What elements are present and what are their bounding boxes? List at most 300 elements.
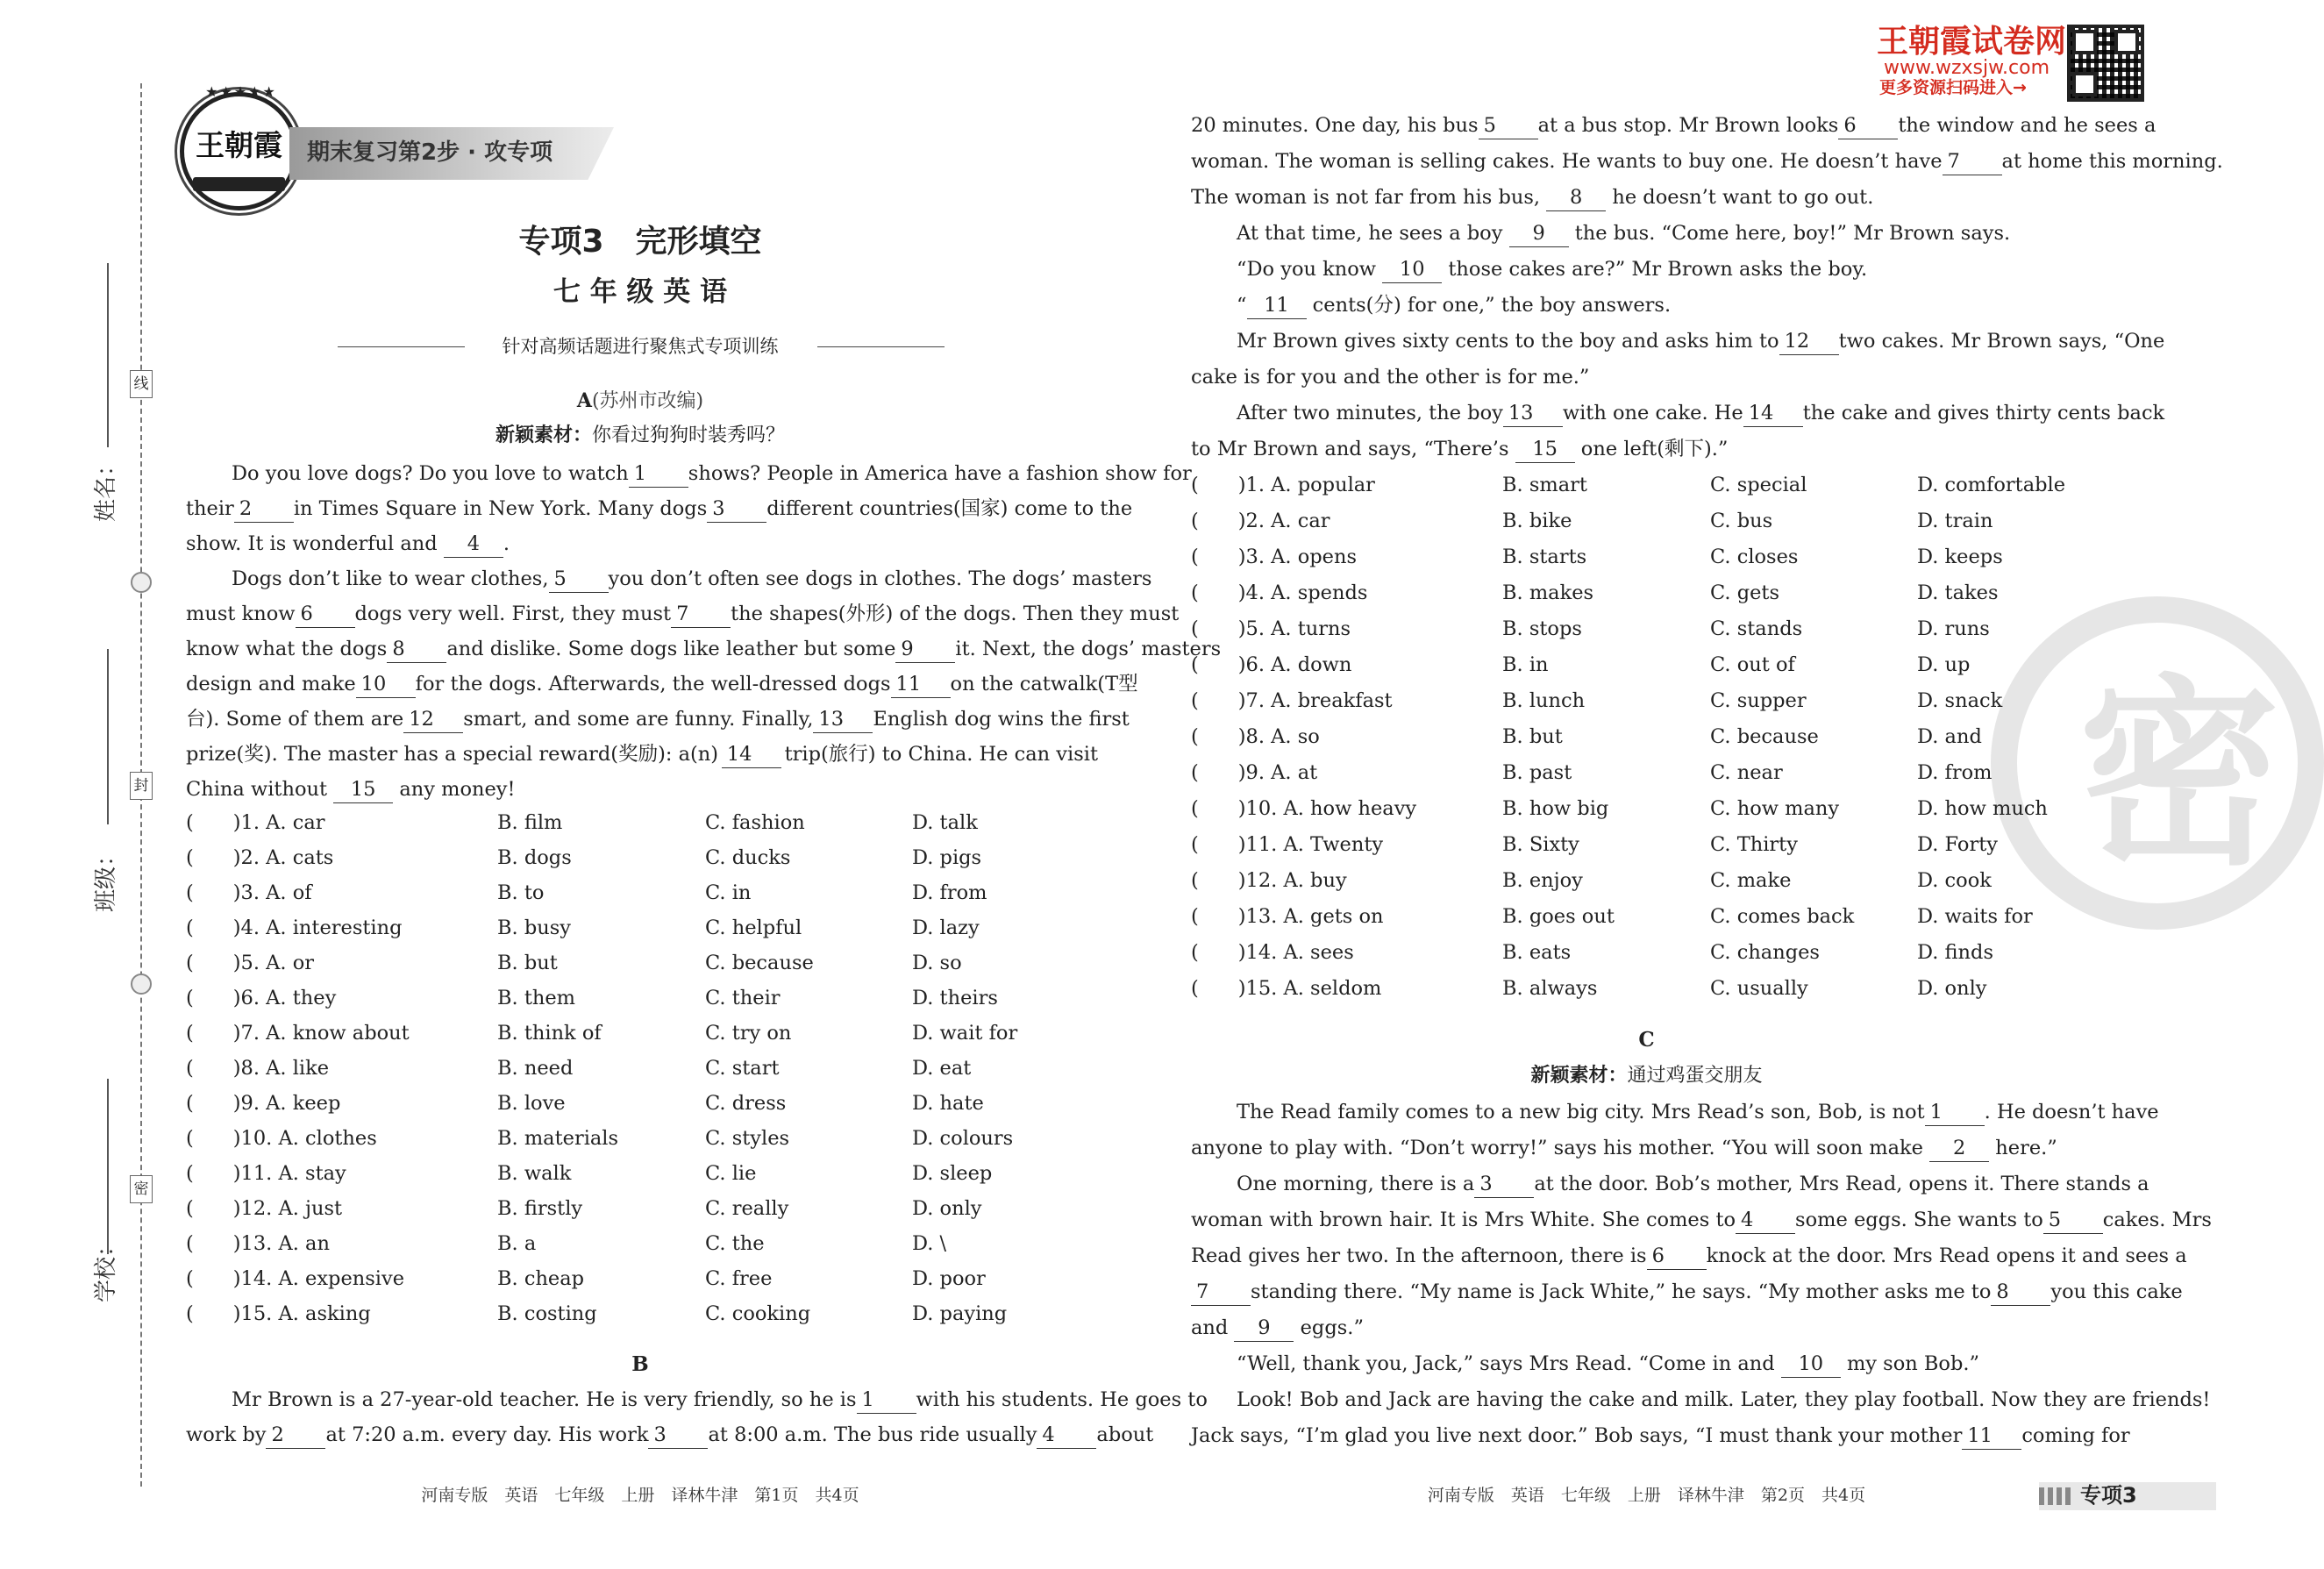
answer-bracket-option-a[interactable]: ( )15. A. seldom bbox=[1191, 977, 1382, 1000]
option-b[interactable]: B. but bbox=[497, 952, 558, 974]
option-b[interactable]: B. think of bbox=[497, 1022, 602, 1045]
option-b[interactable]: B. to bbox=[497, 881, 545, 904]
question-row bbox=[1191, 827, 2103, 862]
option-d[interactable]: D. cook bbox=[1917, 869, 1992, 892]
option-d[interactable]: D. paying bbox=[912, 1302, 1008, 1325]
passage-line bbox=[186, 737, 1098, 772]
option-c[interactable]: C. make bbox=[1710, 869, 1792, 892]
option-b[interactable]: B. enjoy bbox=[1502, 869, 1583, 892]
passage-text: cakes. Mrs bbox=[2102, 1209, 2212, 1231]
answer-blank[interactable]: 11 bbox=[1247, 292, 1307, 319]
answer-bracket-option-a[interactable]: ( )6. A. down bbox=[1191, 653, 1352, 676]
answer-bracket-option-a[interactable]: ( )1. A. popular bbox=[1191, 474, 1375, 496]
option-c[interactable]: C. really bbox=[705, 1197, 789, 1220]
option-c[interactable]: C. usually bbox=[1710, 977, 1808, 1000]
option-b[interactable]: B. busy bbox=[497, 916, 571, 939]
option-c[interactable]: C. bus bbox=[1710, 510, 1773, 532]
option-c[interactable]: C. Thirty bbox=[1710, 833, 1798, 856]
option-b[interactable]: B. lunch bbox=[1502, 689, 1586, 712]
option-d[interactable]: D. Forty bbox=[1917, 833, 1998, 856]
passage-text: “ bbox=[1237, 294, 1247, 317]
option-c[interactable]: C. how many bbox=[1710, 797, 1840, 820]
passage-text: you don’t often see dogs in clothes. The dogs’ masters bbox=[608, 567, 1152, 590]
answer-bracket-option-a[interactable]: ( )11. A. stay bbox=[186, 1162, 346, 1185]
answer-blank[interactable]: 1 bbox=[857, 1387, 916, 1414]
banner-text: 期末复习第2步 · 攻专项 bbox=[307, 139, 553, 166]
question-row bbox=[186, 840, 1098, 875]
passage-text: about bbox=[1096, 1423, 1154, 1446]
passage-text: the shapes(外形) of the dogs. Then they must bbox=[731, 603, 1180, 625]
answer-blank[interactable]: 11 bbox=[891, 671, 951, 698]
answer-blank[interactable]: 9 bbox=[1509, 220, 1569, 247]
passage-line bbox=[186, 702, 1130, 737]
answer-blank[interactable]: 8 bbox=[1991, 1279, 2050, 1306]
answer-blank[interactable]: 5 bbox=[1479, 112, 1538, 139]
passage-line bbox=[1191, 1310, 1364, 1345]
question-row bbox=[186, 945, 1098, 981]
answer-blank[interactable]: 13 bbox=[1503, 400, 1563, 427]
passage-text: woman. The woman is selling cakes. He wants to buy one. He doesn’t have bbox=[1191, 150, 1943, 173]
passage-text: After two minutes, the boy bbox=[1237, 402, 1503, 424]
answer-blank[interactable]: 9 bbox=[895, 636, 955, 663]
option-b[interactable]: B. need bbox=[497, 1057, 574, 1080]
answer-bracket-option-a[interactable]: ( )3. A. opens bbox=[1191, 546, 1358, 568]
option-c[interactable]: C. in bbox=[705, 881, 752, 904]
seal-mark-line: 线 bbox=[130, 370, 153, 398]
passage-text: with his students. He goes to bbox=[916, 1388, 1208, 1411]
passage-a-heading bbox=[184, 384, 1096, 418]
option-c[interactable]: C. because bbox=[1710, 725, 1819, 748]
passage-text: coming for bbox=[2021, 1424, 2130, 1447]
passage-text: my son Bob.” bbox=[1840, 1352, 1980, 1375]
seal-mark-secret: 密 bbox=[130, 1175, 153, 1203]
option-d[interactable]: D. lazy bbox=[912, 916, 980, 939]
passage-a-letter: A bbox=[576, 389, 592, 412]
passage-line bbox=[186, 1417, 1154, 1452]
option-c[interactable]: C. comes back bbox=[1710, 905, 1855, 928]
passage-line bbox=[1191, 108, 2156, 143]
passage-line bbox=[1191, 431, 1728, 467]
answer-blank[interactable]: 7 bbox=[1943, 148, 2002, 175]
footer-tab: 专项3 bbox=[2080, 1483, 2137, 1508]
answer-bracket-option-a[interactable]: ( )8. A. like bbox=[186, 1057, 330, 1080]
option-d[interactable]: D. only bbox=[1917, 977, 1987, 1000]
passage-text: cake is for you and the other is for me.” bbox=[1191, 366, 1590, 389]
question-row bbox=[1191, 683, 2103, 718]
answer-blank[interactable]: 3 bbox=[648, 1422, 708, 1449]
answer-blank[interactable]: 1 bbox=[629, 460, 688, 488]
answer-bracket-option-a[interactable]: ( )13. A. an bbox=[186, 1232, 330, 1255]
question-row bbox=[1191, 755, 2103, 790]
passage-line bbox=[232, 1382, 1208, 1417]
answer-blank[interactable]: 15 bbox=[333, 776, 393, 803]
material-text: 通过鸡蛋交朋友 bbox=[1627, 1065, 1763, 1087]
answer-bracket-option-a[interactable]: ( )10. A. how heavy bbox=[1191, 797, 1417, 820]
answer-blank[interactable]: 11 bbox=[1962, 1423, 2021, 1450]
school-label: 学校： bbox=[93, 1233, 119, 1302]
passage-line bbox=[1191, 1202, 2212, 1237]
passage-text: at 7:20 a.m. every day. His work bbox=[325, 1423, 649, 1446]
answer-bracket-option-a[interactable]: ( )2. A. car bbox=[1191, 510, 1330, 532]
answer-bracket-option-a[interactable]: ( )3. A. of bbox=[186, 881, 312, 904]
option-d[interactable]: D. theirs bbox=[912, 987, 998, 1009]
passage-text: know what the dogs bbox=[186, 638, 388, 660]
option-d[interactable]: D. talk bbox=[912, 811, 978, 834]
passage-text: at home this morning. bbox=[2001, 150, 2223, 173]
footer-left: 河南专版 英语 七年级 上册 译林牛津 第1页 共4页 bbox=[421, 1486, 859, 1505]
passage-text: English dog wins the first bbox=[873, 708, 1130, 731]
option-c[interactable]: C. start bbox=[705, 1057, 780, 1080]
question-row bbox=[1191, 467, 2103, 503]
option-c[interactable]: C. free bbox=[705, 1267, 773, 1290]
option-c[interactable]: C. closes bbox=[1710, 546, 1799, 568]
passage-text: their bbox=[186, 497, 234, 520]
answer-blank[interactable]: 2 bbox=[234, 496, 294, 523]
option-d[interactable]: D. train bbox=[1917, 510, 1993, 532]
option-c[interactable]: C. because bbox=[705, 952, 814, 974]
site-url: www.wzxsjw.com bbox=[1884, 57, 2050, 79]
passage-text: and dislike. Some dogs like leather but some bbox=[446, 638, 896, 660]
answer-bracket-option-a[interactable]: ( )6. A. they bbox=[186, 987, 337, 1009]
passage-line bbox=[186, 526, 510, 561]
answer-blank[interactable]: 5 bbox=[549, 566, 609, 593]
option-c[interactable]: C. the bbox=[705, 1232, 765, 1255]
passage-text: eggs.” bbox=[1294, 1316, 1364, 1339]
question-row bbox=[186, 1226, 1098, 1261]
answer-bracket-option-a[interactable]: ( )1. A. car bbox=[186, 811, 325, 834]
passage-text: for the dogs. Afterwards, the well-dressed dogs bbox=[415, 673, 891, 695]
option-c[interactable]: C. changes bbox=[1710, 941, 1820, 964]
passage-text: Mr Brown gives sixty cents to the boy and asks him to bbox=[1237, 330, 1779, 353]
passage-text: Jack says, “I’m glad you live next door.” Bob says, “I must thank your mother bbox=[1191, 1424, 1963, 1447]
option-b[interactable]: B. materials bbox=[497, 1127, 619, 1150]
answer-blank[interactable]: 15 bbox=[1515, 436, 1575, 463]
answer-blank[interactable]: 10 bbox=[356, 671, 416, 698]
passage-text: standing there. “My name is Jack White,” he says. “My mother asks me to bbox=[1251, 1280, 1992, 1303]
question-row bbox=[186, 1296, 1098, 1331]
answer-bracket-option-a[interactable]: ( )5. A. turns bbox=[1191, 617, 1351, 640]
passage-text: at 8:00 a.m. The bus ride usually bbox=[708, 1423, 1037, 1446]
answer-bracket-option-a[interactable]: ( )2. A. cats bbox=[186, 846, 334, 869]
passage-text: two cakes. Mr Brown says, “One bbox=[1838, 330, 2165, 353]
answer-bracket-option-a[interactable]: ( )4. A. interesting bbox=[186, 916, 403, 939]
passage-text: The woman is not far from his bus, bbox=[1191, 186, 1547, 209]
passage-line bbox=[232, 456, 1192, 491]
option-d[interactable]: D. runs bbox=[1917, 617, 1990, 640]
option-d[interactable]: D. only bbox=[912, 1197, 982, 1220]
option-d[interactable]: D. waits for bbox=[1917, 905, 2033, 928]
option-c[interactable]: C. supper bbox=[1710, 689, 1807, 712]
answer-bracket-option-a[interactable]: ( )12. A. just bbox=[186, 1197, 343, 1220]
answer-bracket-option-a[interactable]: ( )9. A. keep bbox=[186, 1092, 341, 1115]
passage-text: different countries(国家) come to the bbox=[766, 497, 1133, 520]
option-d[interactable]: D. so bbox=[912, 952, 962, 974]
brand-name: 王朝霞 bbox=[196, 128, 282, 162]
passage-text: the bus. “Come here, boy!” Mr Brown says. bbox=[1568, 222, 2011, 245]
answer-blank[interactable]: 14 bbox=[722, 741, 781, 768]
question-row bbox=[1191, 611, 2103, 646]
passage-text: . He doesn’t have bbox=[1984, 1101, 2159, 1123]
school-underline bbox=[107, 1079, 109, 1254]
name-underline bbox=[107, 263, 109, 447]
passage-text: At that time, he sees a boy bbox=[1237, 222, 1509, 245]
passage-text: Mr Brown is a 27-year-old teacher. He is very friendly, so he is bbox=[232, 1388, 857, 1411]
option-d[interactable]: D. wait for bbox=[912, 1022, 1018, 1045]
passage-text: Read gives her two. In the afternoon, there is bbox=[1191, 1245, 1647, 1267]
option-b[interactable]: B. love bbox=[497, 1092, 566, 1115]
option-b[interactable]: B. a bbox=[497, 1232, 537, 1255]
tagline-rule-right bbox=[817, 346, 945, 347]
question-row bbox=[186, 1051, 1098, 1086]
answer-bracket-option-a[interactable]: ( )12. A. buy bbox=[1191, 869, 1347, 892]
answer-blank[interactable]: 2 bbox=[266, 1422, 325, 1449]
class-underline bbox=[107, 649, 109, 824]
material-label: 新颖素材： bbox=[1530, 1065, 1628, 1087]
passage-text: Look! Bob and Jack are having the cake and milk. Later, they play football. Now they are friends! bbox=[1237, 1388, 2211, 1411]
passage-b-heading: B bbox=[631, 1352, 649, 1376]
passage-text: anyone to play with. “Don’t worry!” says his mother. “You will soon make bbox=[1191, 1137, 1930, 1159]
option-c[interactable]: C. dress bbox=[705, 1092, 787, 1115]
passage-line bbox=[186, 491, 1133, 526]
option-b[interactable]: B. film bbox=[497, 811, 563, 834]
answer-bracket-option-a[interactable]: ( )15. A. asking bbox=[186, 1302, 371, 1325]
option-d[interactable]: D. up bbox=[1917, 653, 1971, 676]
seal-mark-seal: 封 bbox=[130, 772, 153, 800]
option-c[interactable]: C. stands bbox=[1710, 617, 1803, 640]
answer-blank[interactable]: 6 bbox=[1647, 1243, 1707, 1270]
option-b[interactable]: B. past bbox=[1502, 761, 1572, 784]
option-d[interactable]: D. poor bbox=[912, 1267, 986, 1290]
passage-text: and bbox=[1191, 1316, 1235, 1339]
option-b[interactable]: B. eats bbox=[1502, 941, 1572, 964]
option-b[interactable]: B. Sixty bbox=[1502, 833, 1579, 856]
answer-blank[interactable]: 8 bbox=[387, 636, 446, 663]
answer-blank[interactable]: 4 bbox=[1736, 1207, 1795, 1234]
option-d[interactable]: D. from bbox=[912, 881, 987, 904]
option-b[interactable]: B. firstly bbox=[497, 1197, 583, 1220]
answer-blank[interactable]: 14 bbox=[1743, 400, 1803, 427]
passage-line bbox=[1191, 360, 1589, 395]
option-c[interactable]: C. out of bbox=[1710, 653, 1795, 676]
passage-line bbox=[232, 561, 1152, 596]
option-d[interactable]: D. comfortable bbox=[1917, 474, 2066, 496]
answer-blank[interactable]: 3 bbox=[1474, 1171, 1534, 1198]
answer-bracket-option-a[interactable]: ( )13. A. gets on bbox=[1191, 905, 1384, 928]
option-c[interactable]: C. special bbox=[1710, 474, 1807, 496]
passage-line bbox=[1237, 396, 2165, 431]
answer-blank[interactable]: 12 bbox=[1779, 328, 1839, 355]
answer-blank[interactable]: 1 bbox=[1925, 1099, 1985, 1126]
answer-blank[interactable]: 6 bbox=[1838, 112, 1898, 139]
answer-blank[interactable]: 2 bbox=[1929, 1135, 1989, 1162]
answer-bracket-option-a[interactable]: ( )9. A. at bbox=[1191, 761, 1318, 784]
option-b[interactable]: B. makes bbox=[1502, 581, 1594, 604]
passage-text: China without bbox=[186, 778, 334, 801]
passage-text: 台). Some of them are bbox=[186, 708, 404, 731]
option-c[interactable]: C. fashion bbox=[705, 811, 805, 834]
binding-hole-icon bbox=[131, 973, 152, 995]
answer-blank[interactable]: 7 bbox=[671, 601, 731, 628]
site-name: 王朝霞试卷网 bbox=[1877, 24, 2067, 60]
passage-text: trip(旅行) to China. He can visit bbox=[784, 743, 1098, 766]
passage-text: the cake and gives thirty cents back bbox=[1802, 402, 2165, 424]
question-row bbox=[186, 1086, 1098, 1121]
option-b[interactable]: B. dogs bbox=[497, 846, 572, 869]
option-c[interactable]: C. ducks bbox=[705, 846, 791, 869]
answer-blank[interactable]: 8 bbox=[1546, 184, 1606, 211]
option-b[interactable]: B. but bbox=[1502, 725, 1563, 748]
answer-blank[interactable]: 6 bbox=[296, 601, 355, 628]
option-d[interactable]: D. \ bbox=[912, 1232, 947, 1255]
question-row bbox=[186, 1191, 1098, 1226]
answer-bracket-option-a[interactable]: ( )4. A. spends bbox=[1191, 581, 1368, 604]
passage-text: Dogs don’t like to wear clothes, bbox=[232, 567, 549, 590]
option-c[interactable]: C. cooking bbox=[705, 1302, 811, 1325]
option-c[interactable]: C. lie bbox=[705, 1162, 757, 1185]
name-label: 姓名： bbox=[93, 453, 119, 522]
option-d[interactable]: D. pigs bbox=[912, 846, 982, 869]
answer-bracket-option-a[interactable]: ( )7. A. breakfast bbox=[1191, 689, 1393, 712]
tagline-rule-left bbox=[338, 346, 465, 347]
page-subtitle: 七 年 级 英 语 bbox=[552, 276, 728, 308]
option-b[interactable]: B. in bbox=[1502, 653, 1549, 676]
answer-blank[interactable]: 4 bbox=[1037, 1422, 1096, 1449]
passage-line bbox=[1191, 1130, 2057, 1166]
question-row bbox=[186, 981, 1098, 1016]
passage-line bbox=[1191, 180, 1873, 215]
qr-code-icon[interactable] bbox=[2067, 25, 2144, 102]
secret-watermark-icon: 密 bbox=[1991, 596, 2324, 930]
passage-text: “Well, thank you, Jack,” says Mrs Read. “Come in and bbox=[1237, 1352, 1781, 1375]
passage-text: at a bus stop. Mr Brown looks bbox=[1537, 114, 1839, 137]
answer-blank[interactable]: 10 bbox=[1781, 1351, 1841, 1378]
passage-text: must know bbox=[186, 603, 296, 625]
passage-text: smart, and some are funny. Finally, bbox=[463, 708, 814, 731]
option-c[interactable]: C. gets bbox=[1710, 581, 1780, 604]
question-row bbox=[186, 1156, 1098, 1191]
answer-blank[interactable]: 4 bbox=[444, 531, 503, 558]
brand-logo bbox=[180, 92, 298, 210]
option-d[interactable]: D. sleep bbox=[912, 1162, 993, 1185]
passage-c-heading: C bbox=[1638, 1028, 1655, 1052]
material-label: 新颖素材： bbox=[495, 424, 592, 446]
passage-line bbox=[1237, 216, 2010, 251]
option-b[interactable]: B. them bbox=[497, 987, 576, 1009]
answer-bracket-option-a[interactable]: ( )11. A. Twenty bbox=[1191, 833, 1384, 856]
page-title: 专项3 完形填空 bbox=[518, 224, 762, 260]
passage-text: at the door. Bob’s mother, Mrs Read, opens it. There stands a bbox=[1534, 1173, 2149, 1195]
class-label: 班级： bbox=[93, 843, 119, 912]
answer-bracket-option-a[interactable]: ( )7. A. know about bbox=[186, 1022, 410, 1045]
passage-text: here.” bbox=[1989, 1137, 2057, 1159]
option-d[interactable]: D. hate bbox=[912, 1092, 984, 1115]
answer-bracket-option-a[interactable]: ( )10. A. clothes bbox=[186, 1127, 377, 1150]
answer-blank[interactable]: 10 bbox=[1382, 256, 1442, 283]
answer-blank[interactable]: 7 bbox=[1191, 1279, 1251, 1306]
option-c[interactable]: C. helpful bbox=[705, 916, 802, 939]
question-row bbox=[186, 1016, 1098, 1051]
passage-text: The Read family comes to a new big city. Mrs Read’s son, Bob, is not bbox=[1237, 1101, 1925, 1123]
answer-bracket-option-a[interactable]: ( )14. A. sees bbox=[1191, 941, 1354, 964]
option-d[interactable]: D. snack bbox=[1917, 689, 2003, 712]
answer-blank[interactable]: 5 bbox=[2043, 1207, 2103, 1234]
option-b[interactable]: B. starts bbox=[1502, 546, 1587, 568]
question-row bbox=[1191, 719, 2103, 754]
option-b[interactable]: B. stops bbox=[1502, 617, 1582, 640]
question-row bbox=[186, 910, 1098, 945]
option-b[interactable]: B. always bbox=[1502, 977, 1598, 1000]
passage-text: he doesn’t want to go out. bbox=[1606, 186, 1874, 209]
option-d[interactable]: D. takes bbox=[1917, 581, 1999, 604]
option-c[interactable]: C. their bbox=[705, 987, 781, 1009]
passage-text: those cakes are?” Mr Brown asks the boy. bbox=[1442, 258, 1868, 281]
option-d[interactable]: D. eat bbox=[912, 1057, 972, 1080]
passage-a-source: (苏州市改编) bbox=[591, 390, 704, 412]
answer-bracket-option-a[interactable]: ( )14. A. expensive bbox=[186, 1267, 405, 1290]
answer-blank[interactable]: 13 bbox=[813, 706, 873, 733]
option-b[interactable]: B. walk bbox=[497, 1162, 572, 1185]
passage-line bbox=[1191, 144, 2223, 179]
question-row bbox=[1191, 791, 2103, 826]
question-row bbox=[1191, 863, 2103, 898]
option-d[interactable]: D. colours bbox=[912, 1127, 1014, 1150]
passage-text: to Mr Brown and says, “There’s bbox=[1191, 438, 1515, 460]
material-text: 你看过狗狗时装秀吗？ bbox=[592, 424, 786, 446]
passage-line bbox=[1237, 1166, 2149, 1202]
option-d[interactable]: D. how much bbox=[1917, 797, 2048, 820]
answer-bracket-option-a[interactable]: ( )8. A. so bbox=[1191, 725, 1320, 748]
question-row bbox=[1191, 575, 2103, 610]
option-d[interactable]: D. keeps bbox=[1917, 546, 2003, 568]
passage-text: show. It is wonderful and bbox=[186, 532, 444, 555]
passage-line bbox=[1191, 1238, 2187, 1273]
option-c[interactable]: C. styles bbox=[705, 1127, 790, 1150]
question-row bbox=[1191, 647, 2103, 682]
option-b[interactable]: B. bike bbox=[1502, 510, 1572, 532]
passage-text: knock at the door. Mrs Read opens it and sees a bbox=[1706, 1245, 2187, 1267]
passage-line bbox=[1237, 324, 2165, 359]
logo-ribbon bbox=[193, 177, 285, 191]
option-c[interactable]: C. near bbox=[1710, 761, 1783, 784]
option-b[interactable]: B. costing bbox=[497, 1302, 597, 1325]
passage-text: you this cake bbox=[2050, 1280, 2183, 1303]
answer-blank[interactable]: 12 bbox=[403, 706, 463, 733]
option-c[interactable]: C. try on bbox=[705, 1022, 792, 1045]
answer-blank[interactable]: 9 bbox=[1234, 1315, 1294, 1342]
option-b[interactable]: B. goes out bbox=[1502, 905, 1615, 928]
passage-line bbox=[1237, 1095, 2159, 1130]
option-d[interactable]: D. and bbox=[1917, 725, 1982, 748]
passage-line bbox=[186, 772, 516, 807]
option-d[interactable]: D. finds bbox=[1917, 941, 1993, 964]
answer-blank[interactable]: 3 bbox=[707, 496, 766, 523]
passage-c-material bbox=[1188, 1059, 2105, 1093]
passage-line bbox=[186, 631, 1222, 667]
option-b[interactable]: B. smart bbox=[1502, 474, 1587, 496]
passage-text: “Do you know bbox=[1237, 258, 1383, 281]
option-b[interactable]: B. cheap bbox=[497, 1267, 585, 1290]
passage-text: One morning, there is a bbox=[1237, 1173, 1475, 1195]
question-row bbox=[186, 1261, 1098, 1296]
binding-hole-icon bbox=[131, 572, 152, 593]
answer-bracket-option-a[interactable]: ( )5. A. or bbox=[186, 952, 315, 974]
footer-dots-icon bbox=[2039, 1487, 2074, 1505]
option-b[interactable]: B. how big bbox=[1502, 797, 1609, 820]
question-row bbox=[1191, 503, 2103, 538]
passage-text: cents(分) for one,” the boy answers. bbox=[1306, 294, 1672, 317]
passage-line bbox=[1237, 1382, 2211, 1417]
option-d[interactable]: D. from bbox=[1917, 761, 1993, 784]
